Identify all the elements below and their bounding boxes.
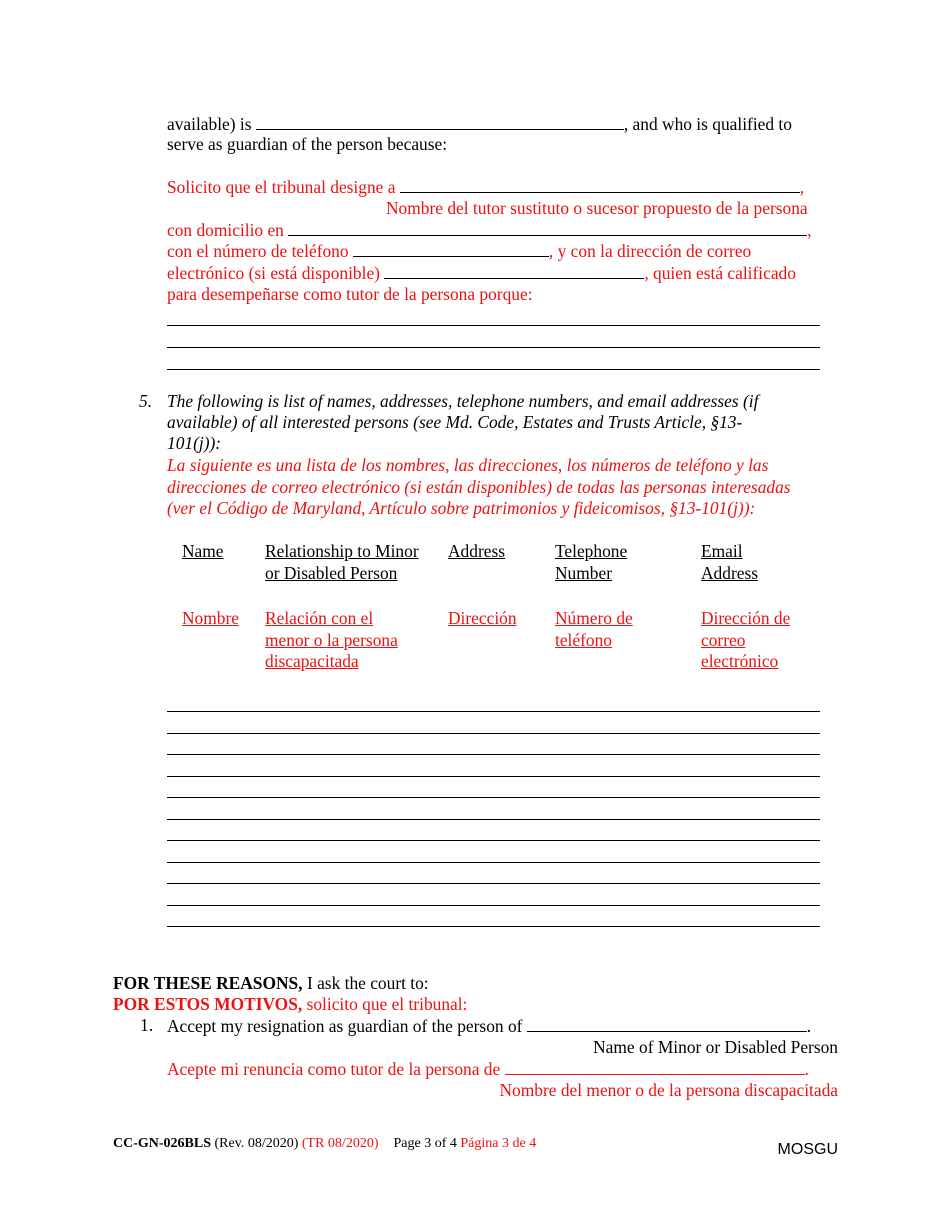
successor-guardian-contact-blank[interactable] [256, 113, 624, 130]
col-header-address-es: Dirección [448, 608, 517, 628]
item1-en: Accept my resignation as guardian of the person of . [167, 1016, 812, 1036]
sec4-line1: available) is , and who is qualified to [167, 114, 792, 134]
footer-form-info: CC-GN-026BLS (Rev. 08/2020) (TR 08/2020) Page 3 of 4 Página 3 de 4 [113, 1136, 537, 1151]
interested-person-line[interactable] [167, 733, 820, 734]
reasons-en: FOR THESE REASONS, I ask the court to: [113, 973, 429, 993]
reasons-es: POR ESTOS MOTIVOS, solicito que el tribunal: [113, 994, 468, 1014]
sec5-es-line1: La siguiente es una lista de los nombres, las direcciones, los números de teléfono y las [167, 455, 769, 475]
reason-line-2[interactable] [167, 347, 820, 348]
interested-person-line[interactable] [167, 711, 820, 712]
sec4-es-line4: electrónico (si está disponible) , quien está calificado [167, 263, 796, 283]
sec5-es-line3: (ver el Código de Maryland, Artículo sobre patrimonios y fideicomisos, §13-101(j)): [167, 498, 756, 518]
col-header-telephone-es: Número de teléfono [555, 608, 633, 650]
interested-person-line[interactable] [167, 797, 820, 798]
sec4-es-line1: Solicito que el tribunal designe a , [167, 177, 805, 197]
sec4-line2: serve as guardian of the person because: [167, 134, 448, 154]
col-header-name-es: Nombre [182, 608, 239, 628]
interested-person-line[interactable] [167, 905, 820, 906]
minor-name-es-blank[interactable] [505, 1058, 805, 1075]
col-header-address: Address [448, 541, 505, 561]
sec5-en-line1: The following is list of names, addresses, telephone numbers, and email addresses (if [167, 391, 759, 411]
interested-person-line[interactable] [167, 926, 820, 927]
reason-line-3[interactable] [167, 369, 820, 370]
email-es-blank[interactable] [384, 262, 644, 279]
sec5-en-line3: 101(j)): [167, 433, 222, 453]
col-header-email: Email Address [701, 541, 758, 583]
form-code: MOSGU [777, 1141, 838, 1158]
minor-name-blank[interactable] [527, 1015, 807, 1032]
sec4-es-line2: con domicilio en , [167, 220, 812, 240]
address-es-blank[interactable] [288, 219, 807, 236]
successor-guardian-name-es-blank[interactable] [400, 176, 800, 193]
col-header-relationship-es: Relación con el menor o la persona discapacitada [265, 608, 398, 671]
col-header-relationship: Relationship to Minor or Disabled Person [265, 541, 419, 583]
sec5-es-line2: direcciones de correo electrónico (si están disponibles) de todas las personas interesadas [167, 477, 791, 497]
item1-es: Acepte mi renuncia como tutor de la persona de . [167, 1059, 809, 1079]
sec4-es-line3: con el número de teléfono , y con la dirección de correo [167, 241, 752, 261]
col-header-email-es: Dirección de correo electrónico [701, 608, 791, 671]
interested-person-line[interactable] [167, 862, 820, 863]
col-header-name: Name [182, 541, 224, 561]
interested-person-line[interactable] [167, 840, 820, 841]
minor-name-es-caption: Nombre del menor o de la persona discapacitada [499, 1080, 838, 1100]
col-header-telephone: Telephone Number [555, 541, 628, 583]
sec5-en-line2: available) of all interested persons (see Md. Code, Estates and Trusts Article, §13- [167, 412, 743, 432]
minor-name-caption: Name of Minor or Disabled Person [593, 1037, 838, 1057]
reason-line-1[interactable] [167, 325, 820, 326]
interested-person-line[interactable] [167, 776, 820, 777]
successor-guardian-name-caption: Nombre del tutor sustituto o sucesor propuesto de la persona [386, 198, 808, 218]
interested-person-line[interactable] [167, 883, 820, 884]
item1-number: 1. [140, 1015, 154, 1035]
sec4-es-line5: para desempeñarse como tutor de la persona porque: [167, 284, 533, 304]
interested-person-line[interactable] [167, 754, 820, 755]
sec5-number: 5. [139, 391, 153, 411]
telephone-es-blank[interactable] [353, 240, 549, 257]
interested-person-line[interactable] [167, 819, 820, 820]
